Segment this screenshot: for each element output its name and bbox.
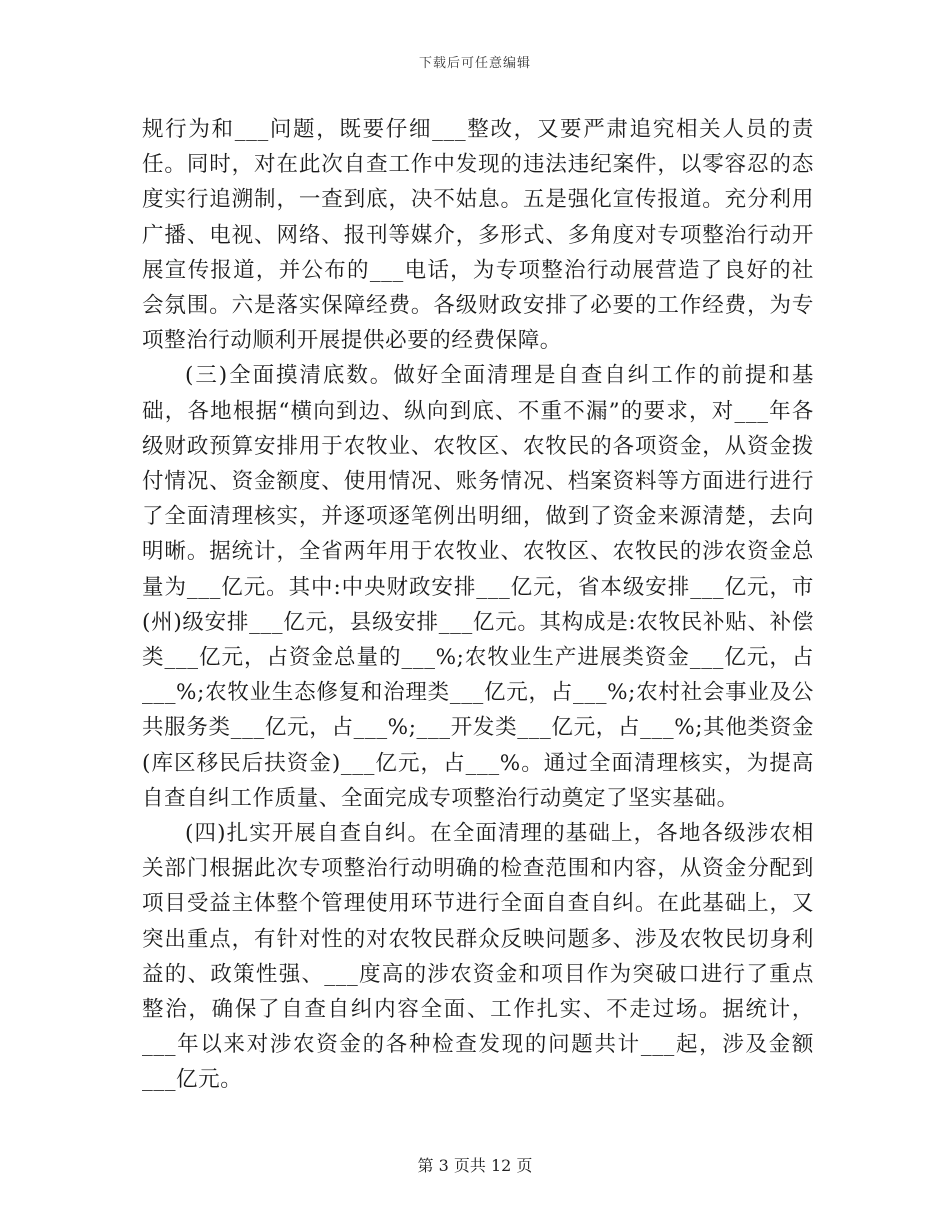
paragraph-continuation: 规行为和___问题，既要仔细___整改，又要严肃追究相关人员的责任。同时，对在此次自查工作中发现的违法违纪案件，以零容忍的态度实行追溯制，一查到底，决不姑息。五是强化宣传报道。充分利用广播、电视、网络、报刊等媒介，多形式、多角度对专项整治行动开展宣传报道，并公布的___电话，为专项整治行动展营造了良好的社会氛围。六是落实保障经费。各级财政安排了必要的工作经费，为专项整治行动顺利开展提供必要的经费保障。 bbox=[142, 117, 814, 354]
page-header: 下载后可任意编辑 bbox=[418, 56, 531, 71]
paragraph-section-four: (四)扎实开展自查自纠。在全面清理的基础上，各地各级涉农相关部门根据此次专项整治行动明确的检查范围和内容，从资金分配到项目受益主体整个管理使用环节进行全面自查自纠。在此基础上，又突出重点，有针对性的对农牧民群众反映问题多、涉及农牧民切身利益的、政策性强、___度高的涉农资金和项目作为突破口进行了重点整治，确保了自查自纠内容全面、工作扎实、不走过场。据统计，___年以来对涉农资金的各种检查发现的问题共计___起，涉及金额___亿元。 bbox=[142, 821, 814, 1093]
page-footer: 第 3 页共 12 页 bbox=[417, 1156, 533, 1175]
paragraph-section-three: (三)全面摸清底数。做好全面清理是自查自纠工作的前提和基础，各地根据“横向到边、纵向到底、不重不漏”的要求，对___年各级财政预算安排用于农牧业、农牧区、农牧民的各项资金，从资金拨付情况、资金额度、使用情况、账务情况、档案资料等方面进行进行了全面清理核实，并逐项逐笔例出明细，做到了资金来源清楚，去向明晰。据统计，全省两年用于农牧业、农牧区、农牧民的涉农资金总量为___亿元。其中:中央财政安排___亿元，省本级安排___亿元，市(州)级安排___亿元，县级安排___亿元。其构成是:农牧民补贴、补偿类___亿元，占资金总量的___%;农牧业生产进展类资金___亿元，占___%;农牧业生态修复和治理类___亿元，占___%;农村社会事业及公共服务类___亿元，占___%;___开发类___亿元，占___%;其他类资金(库区移民后扶资金)___亿元，占___%。通过全面清理核实，为提高自查自纠工作质量、全面完成专项整治行动奠定了坚实基础。 bbox=[142, 363, 814, 811]
document-body bbox=[142, 112, 814, 1098]
